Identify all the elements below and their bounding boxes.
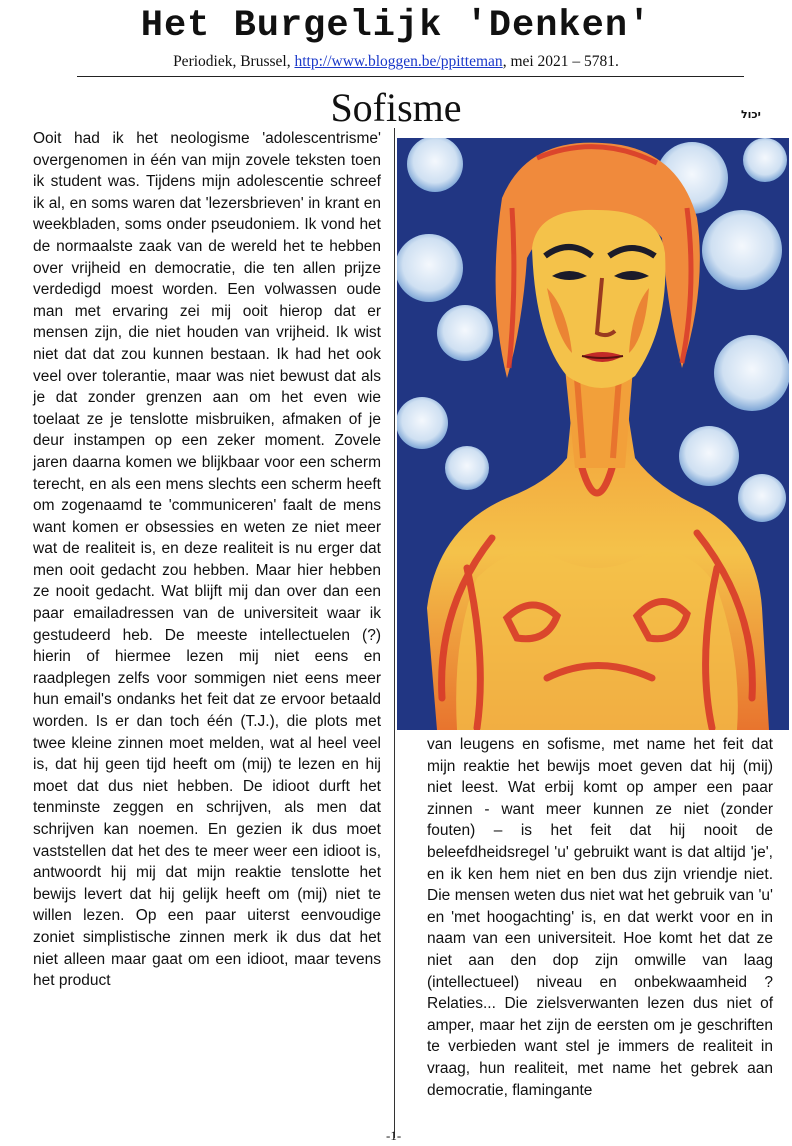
column-divider bbox=[394, 128, 395, 1138]
blog-link[interactable]: http://www.bloggen.be/ppitteman bbox=[294, 53, 503, 70]
page-number: -1- bbox=[386, 1128, 402, 1143]
author-signature: יכול bbox=[741, 108, 761, 121]
publication-info: Periodiek, Brussel, bbox=[173, 53, 295, 70]
publication-date: , mei 2021 – 5781. bbox=[502, 53, 619, 70]
painting-illustration bbox=[397, 138, 789, 730]
masthead: Het Burgelijk 'Denken' bbox=[140, 5, 652, 47]
portrait-painting-icon bbox=[397, 138, 789, 730]
subtitle-line bbox=[0, 52, 792, 72]
article-column-right: van leugens en sofisme, met name het feit dat mijn reaktie het bewijs moet geven dat hij (mij) niet leest. Wat erbij komt op amper een paar zinnen - want meer kunnen ze niet (zonder fouten) – is het feit dat hij nooit de beleefdheidsregel 'u' gebruikt want is dat altijd 'je', en ik ken hem niet en ben dus zijn vriendje niet. Die mensen weten dus niet wat het gebruik van 'u' en 'met hoogachting' is, en dat werkt voor en in naam van een universiteit. Hoe komt het dat ze niet aan den dop zijn omwille van laag (intellectueel) niveau en onbekwaamheid ? Relaties... Die zielsverwanten lezen dus niet of amper, maar het zijn de eersten om je geschriften te verbieden want stel je immers de realiteit in vraag, hun realiteit, met name het gebrek aan democratie, flamingante bbox=[427, 736, 773, 1099]
article-title: Sofisme bbox=[330, 85, 462, 130]
article-column-left: Ooit had ik het neologisme 'adolescentrisme' overgenomen in één van mijn zovele teksten toen ik student was. Tijdens mijn adolescentie schreef ik al, en soms waren dat 'lezersbrieven' in krant en weekbladen, soms onder pseudoniem. Ik vond het de normaalste zaak van de wereld het te hebben over vrijheid en democratie, die ten allen prijze verdedigd moest worden. Een volwassen oude man met ervaring zei mij ooit hierop dat er mensen zijn, die niet houden van vrijheid. Ik wist niet dat dat zou kunnen bestaan. Ik had het ook veel over tolerantie, maar was niet bewust dat als je dat zonder grenzen aan om het even wie toelaat ze je tenslotte misbruiken, afmaken of je deur instampen op een zeker moment. Zovele jaren daarna komen we blijkbaar voor een scherm terecht, en als een mens slechts een scherm heeft om zogenaamd te 'communiceren' faalt de mens want komen er obsessies en weten ze niet meer wat de realiteit is, en deze realiteit is nu erger dat men ooit gedacht zou hebben. Maar hier hebben ze nooit gedacht. Wat blijft mij dan over dan een paar emailadressen van de universiteit waar ik gestudeerd heb. De meeste intellectuelen (?) hierin of hiermee lezen mij niet eens en raadplegen zelfs voor sommigen niet eens meer hun email's ondanks het feit dat ze ervoor betaald worden. Is er dan toch één (T.J.), die plots met twee kleine zinnen moet melden, wat al heel veel is, dat hij geen tijd heeft om (mij) te lezen en hij moet dat dus niet hebben. De idioot durft het tenminste zeggen en schrijven, als men dat schrijven kan noemen. En gezien ik dus moet vaststellen dat het des te meer weer een idioot is, antwoordt hij mij dat mijn reaktie tenslotte het bewijs levert dat hij gelijk heeft om (mij) niet te willen lezen. Op een paar uiterst eenvoudige zoniet simplistische zinnen merk ik dus dat het niet alleen maar gaat om een idioot, maar tevens het product bbox=[33, 130, 381, 990]
header-rule bbox=[77, 76, 744, 77]
